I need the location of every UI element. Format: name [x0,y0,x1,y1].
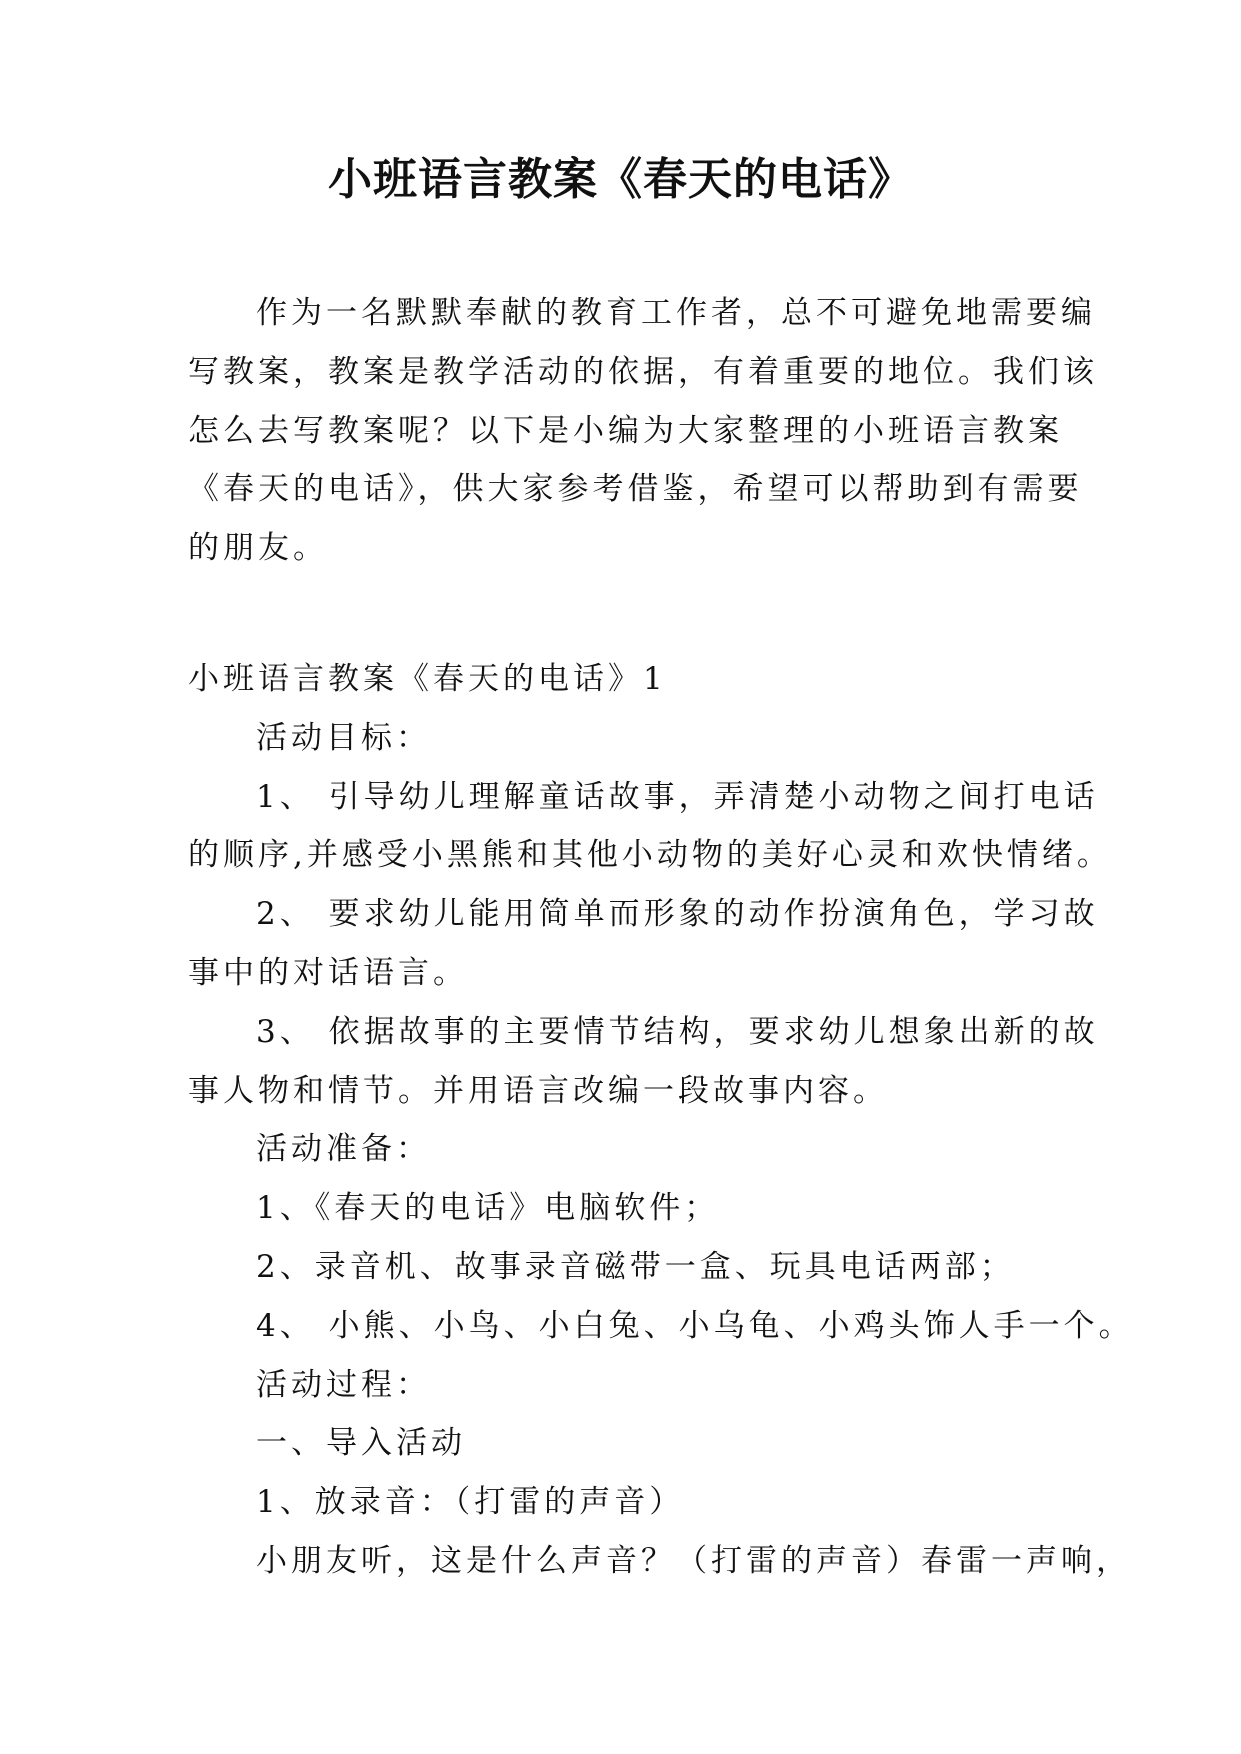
list-item: 2、 要求幼儿能用简单而形象的动作扮演角色，学习故 [256,896,1099,933]
list-item-continuation: 事中的对话语言。 [188,954,468,991]
document-body [188,284,1134,1591]
paragraph-line: 小朋友听，这是什么声音？（打雷的声音）春雷一声响， [256,1542,1131,1579]
list-item: 4、 小熊、小鸟、小白兔、小乌龟、小鸡头饰人手一个。 [256,1307,1134,1344]
section-label: 活动过程： [256,1366,431,1403]
list-item: 1、《春天的电话》电脑软件； [256,1190,720,1227]
intro-line: 作为一名默默奉献的教育工作者，总不可避免地需要编 [256,295,1096,331]
section-label: 活动目标： [256,719,431,756]
document-title: 小班语言教案《春天的电话》 [328,154,913,205]
list-item: 1、放录音：（打雷的声音） [256,1484,685,1521]
sub-heading: 一、导入活动 [256,1425,466,1462]
paragraph-gap [188,578,1056,650]
intro-line: 写教案，教案是教学活动的依据，有着重要的地位。我们该 [188,353,1098,390]
list-item-continuation: 的顺序,并感受小黑熊和其他小动物的美好心灵和欢快情绪。 [188,837,1112,874]
list-item: 3、 依据故事的主要情节结构，要求幼儿想象出新的故 [256,1013,1099,1050]
intro-line: 怎么去写教案呢？以下是小编为大家整理的小班语言教案 [188,412,1063,449]
list-item-continuation: 事人物和情节。并用语言改编一段故事内容。 [188,1072,888,1109]
section-label: 活动准备： [256,1131,431,1168]
intro-line: 《春天的电话》，供大家参考借鉴，希望可以帮助到有需要 [188,471,1083,508]
intro-line: 的朋友。 [188,530,328,567]
section-heading: 小班语言教案《春天的电话》1 [188,660,667,697]
list-item: 1、 引导幼儿理解童话故事，弄清楚小动物之间打电话 [256,778,1099,815]
list-item: 2、录音机、故事录音磁带一盒、玩具电话两部； [256,1248,1015,1285]
